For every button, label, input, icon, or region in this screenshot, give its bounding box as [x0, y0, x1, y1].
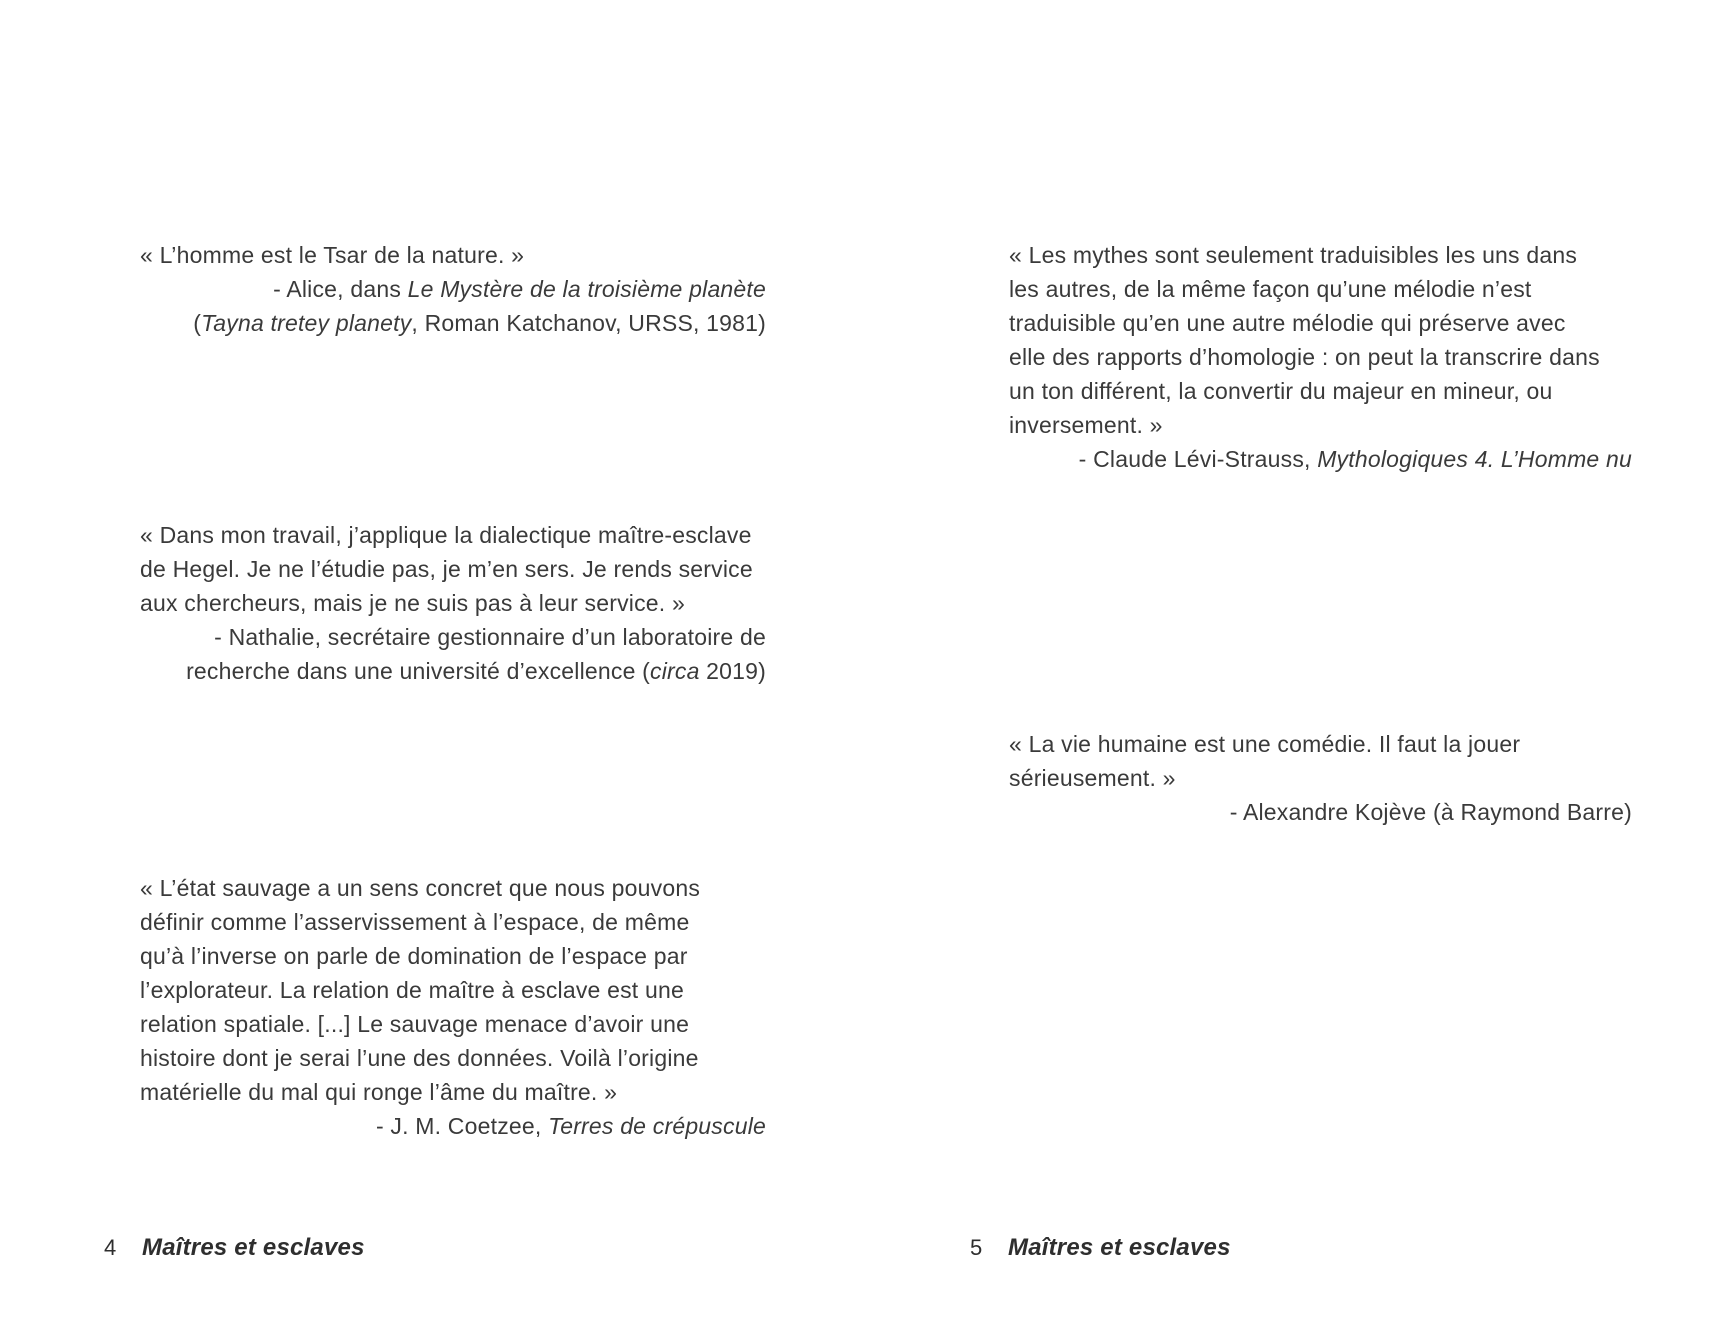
- quote-block-kojeve: [1009, 727, 1632, 829]
- quote-line: de Hegel. Je ne l’étudie pas, je m’en sers. Je rends service: [140, 556, 753, 582]
- attribution-text: - Nathalie, secrétaire gestionnaire d’un laboratoire de: [214, 624, 766, 650]
- attribution-line: [140, 272, 766, 306]
- quote-block-levi-strauss: [1009, 238, 1632, 476]
- book-title: Maîtres et esclaves: [142, 1234, 365, 1261]
- attribution-text: (: [193, 310, 202, 336]
- quote-line: les autres, de la même façon qu’une mélodie n’est: [1009, 276, 1532, 302]
- attribution-text: 2019): [699, 658, 766, 684]
- quote-block-tsar: [140, 238, 766, 340]
- page-footer: [866, 1233, 1732, 1273]
- quote-line: traduisible qu’en une autre mélodie qui préserve avec: [1009, 310, 1566, 336]
- quote-line: l’explorateur. La relation de maître à esclave est une: [140, 977, 684, 1003]
- attribution-text: - Claude Lévi-Strauss,: [1078, 446, 1318, 472]
- attribution-italic-circa: circa: [650, 658, 700, 684]
- quote-block-coetzee: [140, 871, 766, 1143]
- page-footer: [0, 1233, 866, 1273]
- quote-line: elle des rapports d’homologie : on peut la transcrire dans: [1009, 344, 1600, 370]
- attribution-italic-title: Le Mystère de la troisième planète: [407, 276, 766, 302]
- quote-line: relation spatiale. [...] Le sauvage menace d’avoir une: [140, 1011, 690, 1037]
- quote-line: « La vie humaine est une comédie. Il faut la jouer: [1009, 731, 1521, 757]
- attribution-text: - Alexandre Kojève (à Raymond Barre): [1229, 799, 1632, 825]
- attribution-line: [140, 1109, 766, 1143]
- quote-line: matérielle du mal qui ronge l’âme du maître. »: [140, 1079, 618, 1105]
- attribution-text: , Roman Katchanov, URSS, 1981): [411, 310, 766, 336]
- attribution-italic-title: Terres de crépuscule: [548, 1113, 766, 1139]
- quote-line: sérieusement. »: [1009, 765, 1176, 791]
- quote-line: définir comme l’asservissement à l’espace, de même: [140, 909, 690, 935]
- page-number: 5: [970, 1235, 983, 1260]
- book-title: Maîtres et esclaves: [1008, 1234, 1231, 1261]
- attribution-line: [140, 306, 766, 340]
- attribution-text: - Alice, dans: [273, 276, 408, 302]
- attribution-text: - J. M. Coetzee,: [375, 1113, 549, 1139]
- quote-line: « L’homme est le Tsar de la nature. »: [140, 242, 525, 268]
- attribution-line: [140, 620, 766, 654]
- quote-line: un ton différent, la convertir du majeur en mineur, ou: [1009, 378, 1553, 404]
- attribution-line: [140, 654, 766, 688]
- quote-line: « Les mythes sont seulement traduisibles les uns dans: [1009, 242, 1578, 268]
- attribution-text: recherche dans une université d’excellence (: [186, 658, 651, 684]
- page-right: [866, 0, 1732, 1338]
- attribution-line: [1009, 442, 1632, 476]
- quote-line: « L’état sauvage a un sens concret que nous pouvons: [140, 875, 701, 901]
- quote-line: histoire dont je serai l’une des données. Voilà l’origine: [140, 1045, 699, 1071]
- quote-block-nathalie: [140, 518, 766, 688]
- attribution-line: [1009, 795, 1632, 829]
- quote-line: inversement. »: [1009, 412, 1163, 438]
- quote-line: « Dans mon travail, j’applique la dialectique maître-esclave: [140, 522, 752, 548]
- attribution-italic-title: Tayna tretey planety: [201, 310, 412, 336]
- quote-line: qu’à l’inverse on parle de domination de l’espace par: [140, 943, 688, 969]
- attribution-italic-title: Mythologiques 4. L’Homme nu: [1317, 446, 1632, 472]
- quote-line: aux chercheurs, mais je ne suis pas à leur service. »: [140, 590, 685, 616]
- page-number: 4: [104, 1235, 117, 1260]
